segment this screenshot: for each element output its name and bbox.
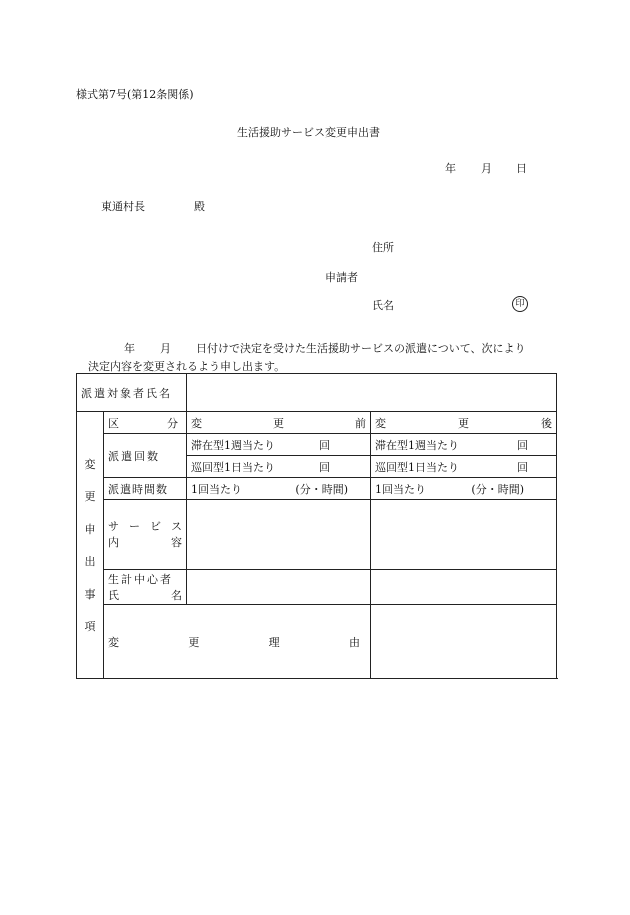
after-char: 後 [541,416,552,430]
side-label-cell [77,412,104,679]
service-label-bottom [108,534,182,550]
reason-char: 由 [348,635,360,649]
change-request-table [76,373,557,679]
reason-char: 理 [268,635,280,649]
side-char: 更 [84,490,96,504]
header-row [77,412,557,434]
date-month-label: 月 [481,162,492,175]
person-name-label-cell [77,374,187,412]
dispatch-hours-after[interactable] [371,478,557,500]
intro-year: 年 [124,342,135,355]
reason-char: 変 [108,635,119,649]
service-label-top [108,518,182,534]
dispatch-hours-label: 派遣時間数 [108,482,168,496]
service-char: 内 [108,536,119,549]
reason-char: 更 [188,635,200,649]
before-char: 変 [191,416,202,430]
lifecenter-label-top: 生計中心者 [108,573,173,586]
before-header [187,412,371,434]
stay-type-label: 滞在型1週当たり [375,438,459,452]
minutes-hours-label: (分・時間) [295,482,348,496]
lifecenter-char: 氏 [108,589,119,602]
before-char: 更 [273,416,284,430]
side-char: 項 [84,619,96,633]
service-content-before[interactable] [187,500,371,570]
date-year-label: 年 [445,162,456,175]
honorific: 殿 [194,200,205,213]
service-char: ス [171,520,182,533]
category-char: 分 [167,416,178,430]
after-header [371,412,557,434]
after-char: 更 [458,416,469,430]
patrol-type-before[interactable] [187,456,371,478]
applicant-label: 申請者 [325,271,358,284]
lifecenter-char: 名 [171,589,182,602]
reason-row [77,605,557,679]
name-label: 氏名 [372,299,394,312]
service-char: 容 [171,536,182,549]
category-header [104,412,187,434]
document-title: 生活援助サービス変更申出書 [237,126,380,139]
side-char: 変 [84,458,96,471]
stay-type-row [77,434,557,456]
lifecenter-before[interactable] [187,570,371,605]
before-char: 前 [355,416,366,430]
intro-line-1: 日付けで決定を受けた生活援助サービスの派遣について、次により [196,342,526,355]
person-name-row [77,374,557,412]
reason-label-cell [104,605,371,679]
per-visit-label: 1回当たり [191,482,242,496]
intro-month: 月 [160,342,171,355]
times-unit: 回 [319,460,330,474]
reason-field[interactable] [371,605,557,679]
recipient: 東通村長 [101,200,145,213]
patrol-type-label: 巡回型1日当たり [375,460,459,474]
intro-line-2: 決定内容を変更されるよう申し出ます。 [88,360,286,373]
lifecenter-after[interactable] [371,570,557,605]
service-char: ビ [150,520,161,533]
side-char: 出 [84,555,96,569]
side-char: 事 [84,587,96,601]
side-label-chars [77,454,103,636]
address-label: 住所 [372,241,394,254]
form-number: 様式第7号(第12条関係) [76,88,194,101]
person-name-label: 派遣対象者氏名 [81,386,172,400]
dispatch-count-label-cell [104,434,187,478]
dispatch-hours-before[interactable] [187,478,371,500]
dispatch-hours-label-cell [104,478,187,500]
dispatch-count-label: 派遣回数 [108,449,160,463]
service-char: ー [129,520,140,533]
patrol-type-after[interactable] [371,456,557,478]
category-char: 区 [108,416,119,430]
service-content-label-cell [104,500,187,570]
times-unit: 回 [517,438,528,452]
times-unit: 回 [517,460,528,474]
service-content-after[interactable] [371,500,557,570]
service-content-row [77,500,557,570]
lifecenter-row [77,570,557,605]
times-unit: 回 [319,438,330,452]
person-name-field[interactable] [187,374,557,412]
seal-icon: 印 [512,296,528,312]
stay-type-after[interactable] [371,434,557,456]
service-char: サ [108,520,119,533]
patrol-type-label: 巡回型1日当たり [191,460,275,474]
after-char: 変 [375,416,386,430]
stay-type-before[interactable] [187,434,371,456]
per-visit-label: 1回当たり [375,482,426,496]
minutes-hours-label: (分・時間) [471,482,524,496]
date-day-label: 日 [516,162,527,175]
stay-type-label: 滞在型1週当たり [191,438,275,452]
lifecenter-label-bottom [108,587,182,603]
side-char: 申 [84,522,96,536]
lifecenter-label-cell [104,570,187,605]
dispatch-hours-row [77,478,557,500]
seal-mark [512,296,528,312]
